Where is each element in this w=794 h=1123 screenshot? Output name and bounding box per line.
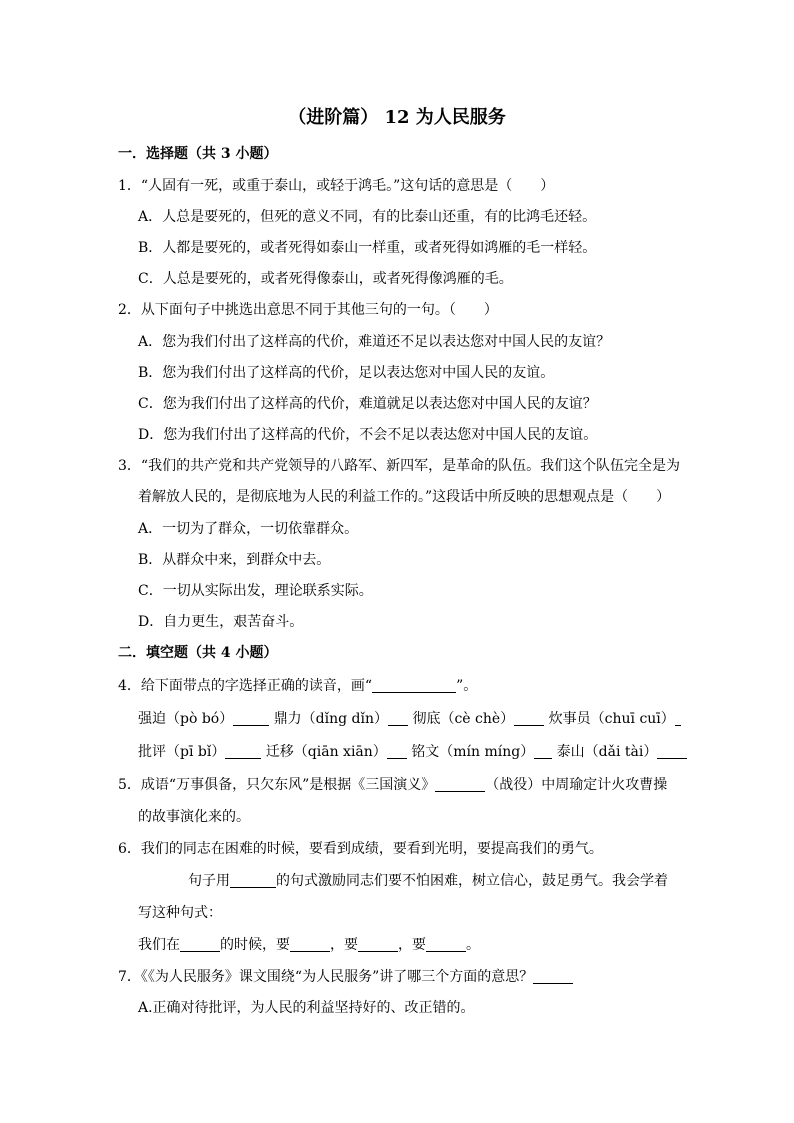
answer-blank[interactable] — [358, 937, 398, 952]
question-4-row-1 — [138, 710, 681, 728]
answer-blank[interactable] — [533, 969, 573, 984]
question-6-text: ，要 — [330, 937, 358, 953]
question-6-line-3: 写这种句式： — [138, 905, 222, 921]
question-6-line-1: 6．我们的同志在困难的时候，要看到成绩，要看到光明，要提高我们的勇气。 — [118, 841, 603, 857]
question-2-option-b: B．您为我们付出了这样高的代价，足以表达您对中国人民的友谊。 — [138, 365, 555, 381]
question-1-option-b: B．人都是要死的，或者死得如泰山一样重，或者死得如鸿雁的毛一样轻。 — [138, 240, 597, 256]
pinyin-word-qiangpo: 强迫（pò bó） — [138, 711, 234, 727]
question-5-line-1 — [118, 776, 667, 794]
answer-blank[interactable] — [514, 711, 544, 726]
answer-blank[interactable] — [372, 678, 456, 693]
answer-blank[interactable] — [387, 744, 407, 759]
answer-blank[interactable] — [225, 744, 261, 759]
question-1-option-c: C．人总是要死的，或者死得像泰山，或者死得像鸿雁的毛。 — [138, 271, 513, 287]
question-1-stem: 1．“人固有一死，或重于泰山，或轻于鸿毛。”这句话的意思是（ ） — [118, 178, 555, 194]
question-2-option-d: D．您为我们付出了这样高的代价，不会不足以表达您对中国人民的友谊。 — [138, 427, 598, 443]
question-3-option-b: B．从群众中来，到群众中去。 — [138, 552, 331, 568]
question-4-row-2 — [138, 743, 687, 761]
pinyin-word-taishan: 泰山（dǎi tài） — [556, 744, 658, 760]
question-5-text: 5．成语“万事俱备，只欠东风”是根据《三国演义》 — [118, 777, 436, 793]
question-6-text: 的时候，要 — [220, 937, 290, 953]
pinyin-word-mingwen: 铭文（mín míng） — [411, 744, 535, 760]
answer-blank[interactable] — [233, 711, 269, 726]
pinyin-word-dingli: 鼎力（dǐng dǐn） — [273, 711, 389, 727]
question-6-text-cont: 的句式激励同志们要不怕困难，树立信心，鼓足勇气。我会学着 — [276, 873, 668, 889]
question-6-text: 我们在 — [138, 937, 180, 953]
pinyin-word-chuishiyuan: 炊事员（chuī cuī） — [548, 711, 675, 727]
question-2-stem: 2．从下面句子中挑选出意思不同于其他三句的一句。（ ） — [118, 302, 498, 318]
question-2-option-a: A．您为我们付出了这样高的代价，难道还不足以表达您对中国人民的友谊？ — [138, 334, 611, 350]
question-6-text: 。 — [466, 937, 480, 953]
question-3-option-c: C．一切从实际出发，理论联系实际。 — [138, 583, 373, 599]
question-7-stem — [118, 968, 573, 986]
section-heading-fill: 二．填空题（共 4 小题） — [118, 645, 278, 661]
answer-blank[interactable] — [290, 937, 330, 952]
question-1-option-a: A．人总是要死的，但死的意义不同，有的比泰山还重，有的比鸿毛还轻。 — [138, 209, 597, 225]
question-4-stem — [118, 677, 477, 695]
question-6-text: 句子用 — [188, 873, 230, 889]
question-6-text: ，要 — [398, 937, 426, 953]
question-3-stem-line-1: 3．“我们的共产党和共产党领导的八路军、新四军，是革命的队伍。我们这个队伍完全是为 — [118, 458, 681, 474]
question-3-option-d: D．自力更生，艰苦奋斗。 — [138, 614, 304, 630]
answer-blank[interactable] — [180, 937, 220, 952]
answer-blank[interactable] — [435, 777, 485, 792]
answer-blank[interactable] — [230, 873, 276, 888]
page-title: （进阶篇） 12 为人民服务 — [288, 107, 506, 128]
pinyin-word-chedi: 彻底（cè chè） — [412, 711, 515, 727]
answer-blank[interactable] — [388, 711, 408, 726]
question-4-stem-text: 4．给下面带点的字选择正确的读音，画“ — [118, 678, 373, 694]
question-7-text: 7．《《为人民服务》课文围绕“为人民服务”讲了哪三个方面的意思？ — [118, 969, 534, 985]
answer-blank[interactable] — [426, 937, 466, 952]
question-6-line-4 — [138, 936, 480, 954]
section-heading-choice: 一．选择题（共 3 小题） — [118, 146, 278, 162]
question-5-text-cont: （战役）中周瑜定计火攻曹操 — [485, 777, 668, 793]
question-2-option-c: C．您为我们付出了这样高的代价，难道就足以表达您对中国人民的友谊？ — [138, 396, 597, 412]
question-6-line-2 — [188, 872, 668, 890]
question-7-option-a: A.正确对待批评，为人民的利益坚持好的、改正错的。 — [138, 1000, 475, 1016]
question-5-line-2: 的故事演化来的。 — [138, 809, 250, 825]
question-3-stem-line-2: 着解放人民的，是彻底地为人民的利益工作的。”这段话中所反映的思想观点是（ ） — [138, 489, 671, 505]
question-3-option-a: A．一切为了群众，一切依靠群众。 — [138, 521, 359, 537]
answer-blank[interactable] — [675, 711, 681, 726]
answer-blank[interactable] — [534, 744, 552, 759]
pinyin-word-qianyi: 迁移（qiān xiān） — [265, 744, 387, 760]
question-4-stem-end: ”。 — [456, 678, 478, 694]
pinyin-word-piping: 批评（pī bǐ） — [138, 744, 226, 760]
answer-blank[interactable] — [657, 744, 687, 759]
